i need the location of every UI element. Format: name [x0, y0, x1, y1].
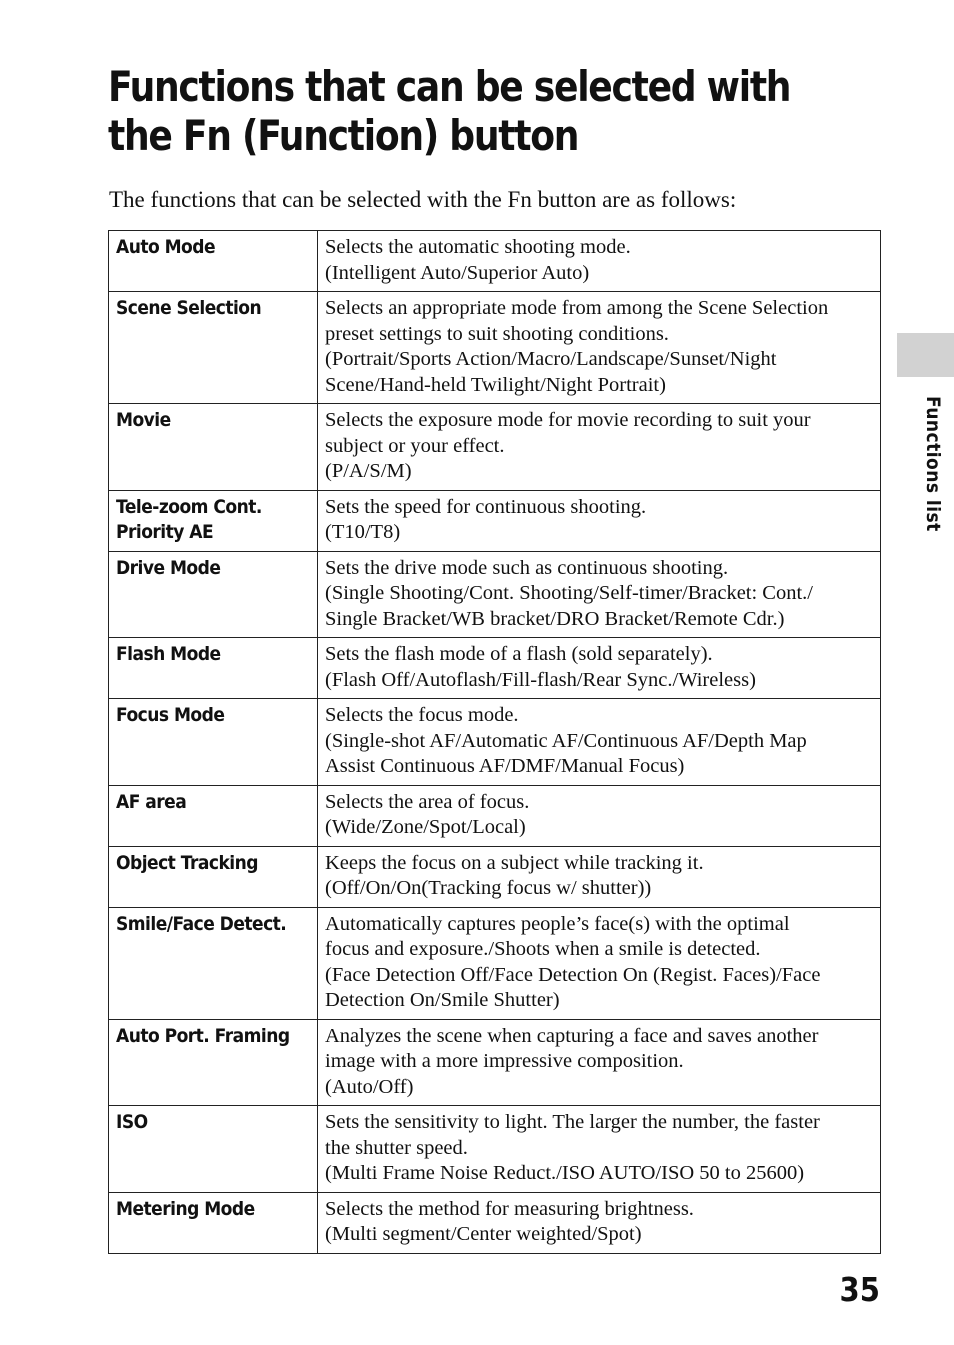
page-title-line: Functions that can be selected with — [108, 62, 791, 111]
function-description-line: Selects the method for measuring brightness. — [325, 1197, 694, 1220]
function-name-cell — [109, 404, 318, 491]
function-description-line: Selects an appropriate mode from among the Scene Selection — [325, 297, 829, 319]
function-description-line: (Multi segment/Center weighted/Spot) — [325, 1223, 642, 1245]
function-description-line: the shutter speed. — [325, 1136, 468, 1159]
function-description-line: Selects the exposure mode for movie recording to suit your — [325, 409, 811, 431]
page-number: 35 — [839, 1270, 880, 1309]
function-description-cell — [318, 231, 881, 292]
functions-table — [108, 230, 881, 1254]
function-name-cell — [109, 1106, 318, 1193]
function-name: Drive Mode — [116, 556, 221, 579]
function-description-line: (Auto/Off) — [325, 1075, 414, 1098]
function-description-line: Sets the flash mode of a flash (sold separately). — [325, 643, 713, 665]
function-description-cell — [318, 785, 881, 846]
function-description-cell — [318, 699, 881, 786]
table-row — [109, 292, 881, 404]
function-description-line: (P/A/S/M) — [325, 460, 412, 482]
function-name: Scene Selection — [116, 297, 262, 319]
function-name-cell — [109, 907, 318, 1019]
function-name-cell — [109, 785, 318, 846]
function-description-line: Sets the drive mode such as continuous shooting. — [325, 556, 729, 579]
function-name-cell — [109, 699, 318, 786]
section-tab-marker — [897, 333, 954, 377]
functions-table-body — [109, 231, 881, 1254]
function-name-cell — [109, 1192, 318, 1253]
function-description-line: (Single Shooting/Cont. Shooting/Self-timer/Bracket: Cont./ — [325, 582, 813, 604]
function-description-cell — [318, 490, 881, 551]
page-title — [108, 62, 791, 160]
table-row — [109, 1106, 881, 1193]
function-name: Object Tracking — [116, 851, 258, 874]
function-name-cell — [109, 490, 318, 551]
function-name-cell — [109, 292, 318, 404]
function-name-cell — [109, 231, 318, 292]
table-row — [109, 404, 881, 491]
function-name: Smile/Face Detect. — [116, 912, 287, 935]
function-description-cell — [318, 846, 881, 907]
table-row — [109, 231, 881, 292]
section-side-label: Functions list — [922, 396, 944, 532]
function-description-cell — [318, 1019, 881, 1106]
function-name: Flash Mode — [116, 643, 221, 665]
function-description-line: Selects the automatic shooting mode. — [325, 236, 631, 258]
function-description-line: Single Bracket/WB bracket/DRO Bracket/Remote Cdr.) — [325, 607, 785, 630]
function-description-line: Selects the area of focus. — [325, 790, 530, 813]
function-description-line: Selects the focus mode. — [325, 704, 519, 726]
function-description-line: subject or your effect. — [325, 434, 505, 457]
function-description-line: Analyzes the scene when capturing a face and saves another — [325, 1024, 819, 1047]
function-description-line: Detection On/Smile Shutter) — [325, 989, 560, 1011]
function-description-cell — [318, 638, 881, 699]
function-name: Auto Port. Framing — [116, 1024, 290, 1047]
function-description-cell — [318, 1106, 881, 1193]
function-name-cell — [109, 846, 318, 907]
function-name-cell — [109, 638, 318, 699]
function-description-line: (Intelligent Auto/Superior Auto) — [325, 261, 590, 284]
table-row — [109, 846, 881, 907]
function-description-line: (Wide/Zone/Spot/Local) — [325, 816, 526, 838]
function-name: Tele-zoom Cont. — [116, 495, 262, 518]
function-description-cell — [318, 551, 881, 638]
table-row — [109, 1019, 881, 1106]
table-row — [109, 785, 881, 846]
function-description-line: (Portrait/Sports Action/Macro/Landscape/Sunset/Night — [325, 348, 777, 370]
function-name: Focus Mode — [116, 704, 225, 726]
table-row — [109, 907, 881, 1019]
intro-text: The functions that can be selected with the Fn button are as follows: — [109, 187, 737, 212]
function-description-line: image with a more impressive composition. — [325, 1050, 684, 1072]
function-description-line: Automatically captures people’s face(s) with the optimal — [325, 912, 790, 935]
function-description-line: Keeps the focus on a subject while tracking it. — [325, 851, 704, 874]
function-description-line: Assist Continuous AF/DMF/Manual Focus) — [325, 755, 685, 777]
function-name: Metering Mode — [116, 1197, 255, 1220]
function-description-cell — [318, 292, 881, 404]
function-name-cell — [109, 551, 318, 638]
function-description-cell — [318, 907, 881, 1019]
function-name: ISO — [116, 1111, 148, 1133]
page-title-line: the Fn (Function) button — [108, 111, 579, 160]
function-description-line: Sets the sensitivity to light. The larger the number, the faster — [325, 1111, 820, 1133]
function-name: Priority AE — [116, 520, 214, 543]
function-description-cell — [318, 404, 881, 491]
function-name: AF area — [116, 790, 187, 813]
function-description-line: (Multi Frame Noise Reduct./ISO AUTO/ISO 50 to 25600) — [325, 1162, 805, 1184]
table-row — [109, 699, 881, 786]
function-description-cell — [318, 1192, 881, 1253]
function-description-line: (Single-shot AF/Automatic AF/Continuous AF/Depth Map — [325, 729, 807, 752]
function-name: Movie — [116, 409, 171, 431]
function-name: Auto Mode — [116, 236, 216, 258]
table-row — [109, 638, 881, 699]
function-description-line: (Off/On/On(Tracking focus w/ shutter)) — [325, 877, 652, 899]
function-description-line: (Flash Off/Autoflash/Fill-flash/Rear Sync./Wireless) — [325, 668, 756, 691]
function-description-line: (T10/T8) — [325, 521, 401, 543]
function-name-cell — [109, 1019, 318, 1106]
function-description-line: focus and exposure./Shoots when a smile is detected. — [325, 938, 761, 960]
function-description-line: preset settings to suit shooting conditions. — [325, 322, 669, 345]
function-description-line: Scene/Hand-held Twilight/Night Portrait) — [325, 373, 666, 396]
table-row — [109, 1192, 881, 1253]
function-description-line: (Face Detection Off/Face Detection On (Regist. Faces)/Face — [325, 963, 821, 986]
table-row — [109, 551, 881, 638]
function-description-line: Sets the speed for continuous shooting. — [325, 495, 647, 518]
table-row — [109, 490, 881, 551]
